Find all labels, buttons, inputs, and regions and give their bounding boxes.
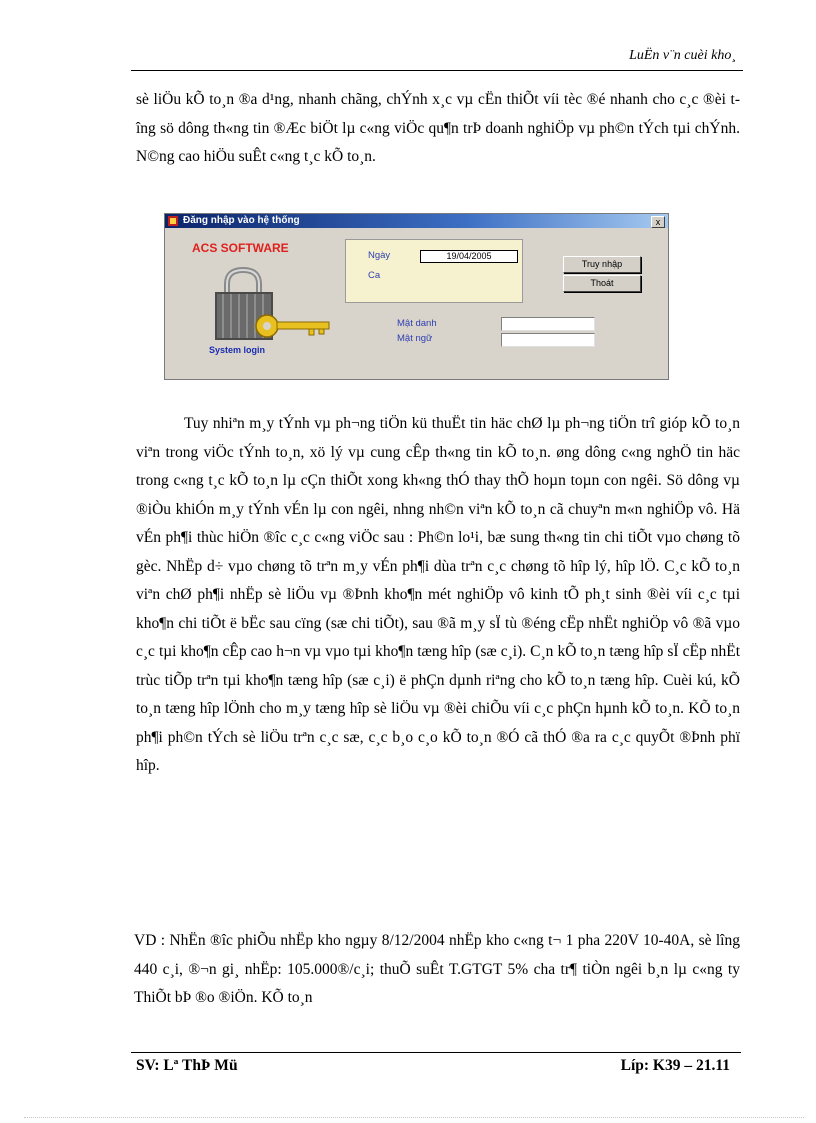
paragraph-2: Tuy nhiªn m¸y tÝnh vµ ph¬ng tiÖn kü thuËt tin häc chØ lµ ph¬ng tiÖn trî gióp kÕ to¸n viªn trong viÖc tÝnh to¸n, xö lý vµ cung cÊp th«ng tin kÕ to¸n. øng dông c«ng nghÖ tin häc trong c«ng t¸c kÕ to¸n lµ cÇn thiÕt xong kh«ng thÓ thay thÕ hoµn toµn con ngêi. Sö dông vµ ®iÒu khiÓn m¸y tÝnh vÉn lµ con ngêi, nhng nh©n viªn kÕ to¸n cã chuyªn m«n nghiÖp vô. Hä vÉn ph¶i thùc hiÖn ®îc c¸c c«ng viÖc sau : Ph©n lo¹i, bæ sung th«ng tin chi tiÕt vµo chøng tõ gèc. NhËp d÷ vµo chøng tõ trªn m¸y vÉn ph¶i dùa trªn c¸c chøng tõ hîp lý, hîp lÖ. C¸c kÕ to¸n viªn chØ ph¶i nhËp sè liÖu vµ ®Þnh kho¶n mét nghiÖp vô kinh tÕ ph¸t sinh ®èi víi c¸c tµi kho¶n chi tiÕt ë bËc sau cïng (sæ chi tiÕt), sau ®ã m¸y sÏ tù ®éng cËp nhËt nghiÖp vô ®ã vµo c¸c tµi kho¶n cÊp cao h¬n vµ vµo tµi kho¶n tæng hîp (sæ c¸i). C¸n kÕ to¸n tæng hîp sÏ cËp nhËt trùc tiÕp trªn tµi kho¶n tæng hîp (sæ c¸i) ë phÇn dµnh riªng cho kÕ to¸n tæng hîp. Cuèi kú, kÕ to¸n tæng hîp lÖnh cho m¸y tæng hîp sè liÖu vµ ®èi chiÕu víi c¸c phÇn hµnh kÕ to¸n. KÕ to¸n ph¶i ph©n tÝch sè liÖu trªn c¸c sæ, c¸c b¸o c¸o kÕ to¸n ®Ó cã thÓ ®a ra c¸c quyÕt ®Þnh phï hîp. — [136, 415, 740, 774]
running-header: LuËn v¨n cuèi kho¸ — [629, 48, 736, 63]
padlock-key-icon — [205, 264, 335, 344]
shift-label: Ca — [368, 270, 381, 281]
date-field[interactable]: 19/04/2005 — [420, 250, 518, 263]
app-icon — [168, 216, 178, 226]
header-rule — [131, 70, 743, 71]
close-button[interactable]: x — [651, 216, 665, 228]
login-button[interactable]: Truy nhập — [563, 256, 641, 273]
paragraph-1: sè liÖu kÕ to¸n ®a d¹ng, nhanh chãng, chÝnh x¸c vµ cËn thiÕt víi tèc ®é nhanh cho c¸c ®èi tîng sö dông th«ng tin ®Æc biÖt lµ c«ng viÖc qu¶n trÞ doanh nghiÖp vµ ph©n tÝch tµi chÝnh. N©ng cao hiÖu suÊt c«ng t¸c kÕ to¸n. — [136, 91, 740, 165]
system-login-label: System login — [209, 345, 266, 355]
page-edge — [24, 1117, 804, 1118]
exit-button[interactable]: Thoát — [563, 275, 641, 292]
username-label: Mật danh — [397, 318, 437, 329]
footer-class: Líp: K39 – 21.11 — [620, 1057, 730, 1074]
dialog-title: Đăng nhập vào hệ thống — [183, 215, 300, 226]
date-shift-panel — [345, 239, 523, 303]
brand-label: ACS SOFTWARE — [192, 241, 289, 255]
username-input[interactable] — [501, 317, 595, 331]
date-label: Ngày — [368, 250, 391, 261]
password-input[interactable] — [501, 333, 595, 347]
login-dialog-screenshot — [164, 213, 669, 380]
footer-student: SV: Lª ThÞ Mü — [136, 1057, 238, 1074]
footer-rule — [131, 1052, 741, 1053]
password-label: Mật ngữ — [397, 333, 433, 344]
paragraph-3: VD : NhËn ®îc phiÕu nhËp kho ngµy 8/12/2004 nhËp kho c«ng t¬ 1 pha 220V 10-40A, sè lîng 440 c¸i, ®¬n gi¸ nhËp: 105.000®/c¸i; thuÕ suÊt T.GTGT 5% cha tr¶ tiÒn ngêi b¸n lµ c«ng ty ThiÕt bÞ ®o ®iÖn. KÕ to¸n — [134, 932, 740, 1006]
dialog-titlebar — [165, 214, 668, 228]
